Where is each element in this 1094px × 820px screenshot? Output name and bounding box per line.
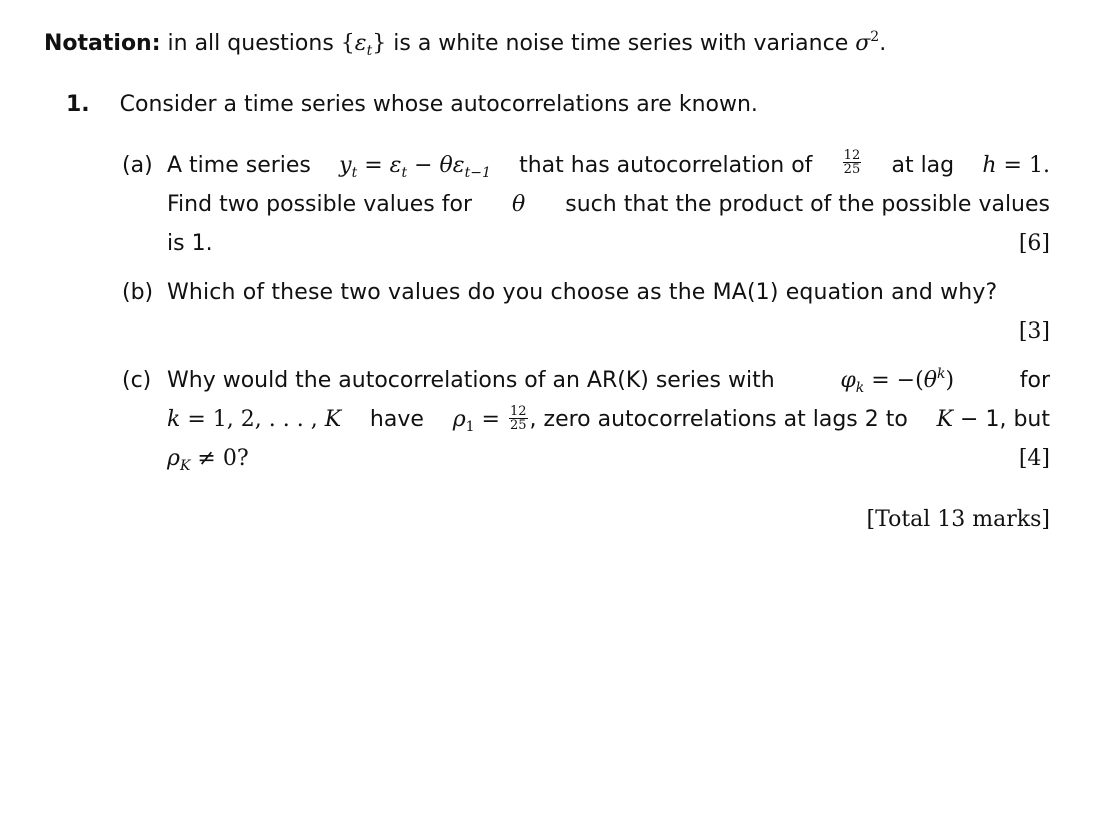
lag-value: 1. — [1028, 153, 1050, 178]
part-c-text-5: − 1, but — [953, 407, 1050, 432]
theta-symbol: θ — [923, 368, 937, 393]
epsilon-symbol: ε — [389, 153, 402, 178]
notation-line — [44, 29, 886, 59]
rho-symbol: ρ — [452, 407, 466, 432]
part-a-label: (a) — [122, 153, 153, 178]
phi-symbol: φ — [840, 368, 856, 393]
superscript-2: 2 — [870, 29, 880, 45]
subscript-1: 1 — [465, 419, 475, 435]
part-c-line-1 — [167, 366, 1050, 396]
part-a-text-5: such that the product of the possible values — [565, 192, 1050, 217]
equals-sign: = — [996, 153, 1029, 178]
part-a-text-2: that has autocorrelation of — [519, 153, 813, 178]
negative-paren: −( — [896, 368, 924, 393]
phi-equation — [840, 366, 954, 396]
part-a-line-3: is 1. — [167, 231, 213, 256]
part-c-label: (c) — [122, 368, 152, 393]
part-c-text-1: Why would the autocorrelations of an AR(K) series with — [167, 368, 775, 393]
subscript-t-minus-1: t−1 — [464, 165, 491, 181]
part-b-label: (b) — [122, 280, 154, 305]
part-b-line-1: Which of these two values do you choose as the MA(1) equation and why? — [167, 280, 998, 305]
notation-period: . — [879, 31, 887, 56]
superscript-k: k — [936, 366, 946, 382]
subscript-t: t — [351, 165, 358, 181]
fraction-12-25 — [509, 405, 528, 432]
fraction-denominator: 25 — [843, 162, 861, 177]
lag-end — [937, 405, 1050, 435]
equals-sign: = — [864, 368, 897, 393]
K-symbol: K — [936, 407, 954, 432]
set-close-brace: } — [372, 31, 387, 56]
part-c-marks: [4] — [1018, 446, 1050, 471]
k-symbol: k — [167, 407, 181, 432]
equals-sign: = — [357, 153, 390, 178]
subscript-K: K — [179, 458, 191, 474]
subscript-k: k — [855, 380, 865, 396]
equals-sign: = — [474, 407, 507, 432]
rho-symbol: ρ — [167, 446, 180, 471]
part-a-equation — [339, 151, 491, 181]
part-a-line-1 — [167, 148, 1050, 181]
k-range — [167, 405, 341, 435]
y-symbol: y — [339, 153, 352, 178]
question-number: 1. — [66, 92, 90, 117]
question-line — [66, 90, 758, 120]
part-c-text-2: for — [1019, 368, 1050, 393]
fraction-denominator: 25 — [509, 417, 527, 433]
not-equal-zero: ≠ 0? — [190, 446, 249, 471]
question-intro: Consider a time series whose autocorrelations are known. — [119, 92, 758, 117]
rho-equation — [453, 405, 908, 435]
K-symbol: K — [324, 407, 342, 432]
part-a-text-3: at lag — [891, 153, 955, 178]
part-c-text-3: have — [369, 407, 424, 432]
notation-label: Notation: — [44, 31, 161, 56]
fraction-12-25 — [843, 149, 862, 179]
set-open-brace: { — [340, 31, 355, 56]
part-a-text-4: Find two possible values for — [167, 192, 473, 217]
part-c-text-4: , zero autocorrelations at lags 2 to — [529, 407, 908, 432]
notation-text-b: is a white noise time series with variance — [393, 31, 849, 56]
subscript-t: t — [401, 165, 408, 181]
epsilon-symbol: ε — [354, 31, 367, 56]
fraction-numerator: 12 — [509, 403, 527, 419]
part-a-line-2 — [167, 190, 1050, 220]
part-a-text-1: A time series — [167, 153, 311, 178]
part-a-marks: [6] — [1018, 231, 1050, 256]
part-b-marks: [3] — [1018, 319, 1050, 344]
theta-epsilon-symbol: θε — [439, 153, 465, 178]
total-marks: [Total 13 marks] — [866, 507, 1050, 532]
lag-equation — [982, 151, 1050, 181]
subscript-t: t — [366, 43, 373, 59]
sigma-symbol: σ — [855, 31, 871, 56]
minus-sign: − — [407, 153, 440, 178]
k-range-values: = 1, 2, . . . , — [180, 407, 325, 432]
part-c-line-2 — [167, 405, 1050, 435]
part-c-line-3 — [167, 444, 249, 474]
fraction-numerator: 12 — [843, 148, 861, 163]
notation-text-a: in all questions — [167, 31, 334, 56]
close-paren: ) — [945, 368, 955, 393]
theta-symbol: θ — [512, 192, 526, 217]
h-symbol: h — [982, 153, 997, 178]
